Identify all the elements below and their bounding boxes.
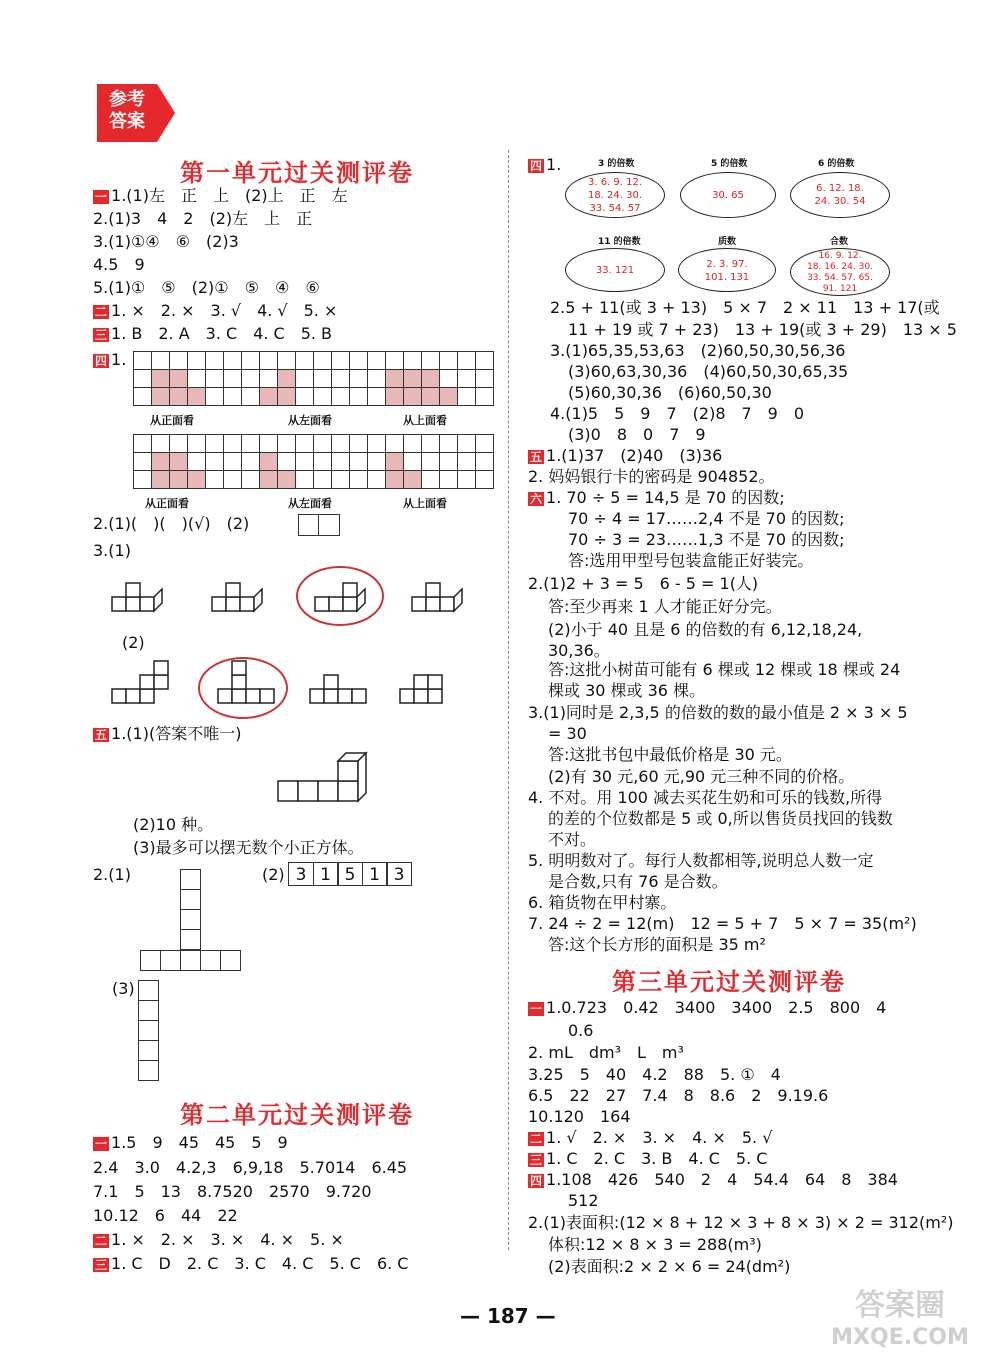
caption-front-1: 从正面看: [150, 414, 194, 427]
r-line4: (3)60,63,30,36 (4)60,50,30,65,35: [568, 362, 849, 381]
u1-line4: 4.5 9: [93, 255, 145, 274]
r-line29: 6. 箱货物在甲村寨。: [528, 893, 677, 912]
net-square: [140, 950, 161, 971]
net-square: [220, 950, 241, 971]
multiples-of-3-oval: 3. 6. 9. 12. 18. 24. 30. 33. 54. 57: [565, 172, 665, 218]
unit2-title: 第二单元过关测评卷: [180, 1101, 414, 1129]
r-line12: 70 ÷ 3 = 23……1,3 不是 70 的因数;: [568, 530, 845, 549]
oval-label: 3 的倍数: [598, 159, 635, 169]
cube-figure-h: [400, 675, 442, 703]
oval-label: 合数: [830, 237, 849, 247]
u3-l1-text: 1.0.723 0.42 3400 3400 2.5 800 4: [546, 998, 887, 1017]
r-line25: 的差的个位数都是 5 或 0,所以售货员找回的钱数: [548, 809, 893, 828]
u3-line11: 2.(1)表面积:(12 × 8 + 12 × 3 + 8 × 3) × 2 = 312(m²): [528, 1213, 954, 1232]
net-square: [200, 950, 221, 971]
u3-line9: [528, 1170, 898, 1190]
u3-l9-text: 1.108 426 540 2 4 54.4 64 8 384: [546, 1170, 898, 1189]
u1-line17: (3): [112, 979, 135, 998]
r-line22: 答:这批书包中最低价格是 30 元。: [548, 745, 792, 764]
cube-figure-e: [112, 661, 168, 703]
oval-label: 11 的倍数: [598, 237, 641, 247]
two-square-answer-b: [318, 514, 340, 536]
section-tag: 六: [530, 491, 543, 506]
u3-l7-text: 1. √ 2. × 3. × 4. × 5. √: [546, 1128, 773, 1147]
r-line5: (5)60,30,36 (6)60,50,30: [568, 383, 772, 402]
u2-line3: 7.1 5 13 8.7520 2570 9.720: [93, 1182, 372, 1201]
section-tag: 三: [95, 1257, 108, 1272]
u1-line3: 3.(1)①④ ⑥ (2)3: [93, 232, 239, 251]
net-square: [138, 980, 159, 1001]
u2-line6: [93, 1254, 408, 1274]
page-number-value: 187: [486, 1304, 529, 1328]
u1-l6-text: 1. × 2. × 3. √ 4. √ 5. ×: [111, 301, 338, 320]
r-line2: 11 + 19 或 7 + 23) 13 + 19(或 3 + 29) 13 × 5: [568, 320, 957, 339]
r-line11: 70 ÷ 4 = 17……2,4 不是 70 的因数;: [568, 509, 845, 528]
r-line18: 答:这批小树苗可能有 6 棵或 12 棵或 18 棵或 24: [548, 660, 901, 679]
selected-answer-circle-2: [198, 657, 288, 719]
net-square: [138, 1040, 159, 1061]
r-line24: 4. 不对。用 100 减去买花生奶和可乐的钱数,所得: [528, 788, 883, 807]
r-line31: 答:这个长方形的面积是 35 m²: [548, 935, 766, 954]
net-square: [180, 929, 201, 950]
u1-line13: (2)10 种。: [133, 815, 214, 834]
u1-line10: 3.(1): [93, 541, 131, 560]
column-divider: [508, 150, 509, 1250]
u3-l8-text: 1. C 2. C 3. B 4. C 5. C: [546, 1149, 768, 1168]
logo-line1: 参考: [109, 89, 145, 110]
r-line26: 不对。: [548, 830, 597, 849]
r-line10: [528, 488, 785, 508]
net-square: [138, 1020, 159, 1041]
r-line16: (2)小于 40 且是 6 的倍数的有 6,12,18,24,: [548, 620, 863, 639]
caption-left-1: 从左面看: [288, 414, 332, 427]
u3-line7: [528, 1128, 772, 1148]
u1-line12: [93, 724, 241, 744]
r-line13: 答:选用甲型号包装盒能正好装完。: [568, 551, 814, 570]
u2-line5: [93, 1230, 344, 1250]
multiples-of-11-oval: 33. 121: [565, 248, 665, 292]
u1-line16: (2): [262, 865, 285, 884]
prime-oval: 2. 3. 97. 101. 131: [678, 248, 776, 292]
u1-l1-text: 1.(1)左 正 上 (2)上 正 左: [111, 186, 348, 205]
u1-line7: [93, 324, 332, 344]
net-square: [180, 869, 201, 890]
u1-l7-text: 1. B 2. A 3. C 4. C 5. B: [111, 324, 333, 343]
net-square: [138, 1000, 159, 1021]
oval-label: 6 的倍数: [818, 159, 855, 169]
caption-top-1: 从上面看: [403, 414, 447, 427]
section-tag: 五: [530, 449, 543, 464]
section-tag: 二: [95, 1233, 108, 1248]
section-tag: 四: [530, 158, 543, 173]
section-tag: 一: [95, 189, 108, 204]
u2-line1: [93, 1133, 288, 1153]
section-tag: 三: [530, 1152, 543, 1167]
digit-cell: 5: [337, 862, 363, 886]
u3-line13: (2)表面积:2 × 2 × 6 = 24(dm²): [548, 1257, 791, 1276]
u1-line2: 2.(1)3 4 2 (2)左 上 正: [93, 209, 313, 228]
u2-l1-text: 1.5 9 45 45 5 9: [111, 1133, 288, 1152]
u1-l12-text: 1.(1)(答案不唯一): [111, 724, 242, 743]
cube-structure: [270, 745, 370, 815]
r-line8: [528, 446, 722, 466]
net-square: [180, 889, 201, 910]
u1-line14: (3)最多可以摆无数个小正方体。: [133, 838, 364, 857]
cube-figure-g: [310, 675, 366, 703]
selected-answer-circle-1: [296, 566, 384, 626]
section-tag: 二: [95, 304, 108, 319]
net-square: [160, 950, 181, 971]
u3-line2: 0.6: [568, 1021, 594, 1040]
cube-figure-a: [112, 583, 162, 611]
u3-line1: [528, 998, 886, 1018]
r-line7: (3)0 8 0 7 9: [568, 425, 706, 444]
cube-figure-d: [412, 583, 462, 611]
u3-line10: 512: [568, 1191, 599, 1210]
digit-cell: 3: [386, 862, 412, 886]
section-tag: 五: [95, 727, 108, 742]
unit3-title: 第三单元过关测评卷: [612, 968, 846, 996]
u3-line12: 体积:12 × 8 × 3 = 288(m³): [548, 1235, 762, 1254]
u1-line5: 5.(1)① ⑤ (2)① ⑤ ④ ⑥: [93, 278, 320, 297]
r-line1: 2.5 + 11(或 3 + 13) 5 × 7 2 × 11 13 + 17(或: [550, 298, 940, 317]
u1-line11: (2): [122, 633, 145, 652]
u3-line5: 6.5 22 27 7.4 8 8.6 2 9.19.6: [528, 1086, 829, 1105]
u3-line8: [528, 1149, 767, 1169]
r-line30: 7. 24 ÷ 2 = 12(m) 12 = 5 + 7 5 × 7 = 35(m²): [528, 914, 917, 933]
digit-cell: 1: [362, 862, 388, 886]
u3-line6: 10.120 164: [528, 1107, 631, 1126]
r-line15: 答:至少再来 1 人才能正好分完。: [548, 597, 782, 616]
r-l10-text: 1. 70 ÷ 5 = 14,5 是 70 的因数;: [546, 488, 785, 507]
composite-oval: 16. 9. 12. 18. 16. 24. 30. 33. 54. 57. 65. 91. 121: [790, 248, 890, 296]
r-line6: 4.(1)5 5 9 7 (2)8 7 9 0: [550, 404, 805, 423]
r-line28: 是合数,只有 76 是合数。: [548, 872, 728, 891]
caption-left-2: 从左面看: [288, 497, 332, 510]
net-square: [180, 950, 201, 971]
section-tag: 二: [530, 1131, 543, 1146]
r-line21: = 30: [548, 724, 587, 743]
section-tag: 四: [95, 353, 108, 368]
r-l8-text: 1.(1)37 (2)40 (3)36: [546, 446, 723, 465]
watermark-line2: MXQE.COM: [831, 1325, 969, 1350]
r-line20: 3.(1)同时是 2,3,5 的倍数的数的最小值是 2 × 3 × 5: [528, 703, 908, 722]
digit-cell: 1: [313, 862, 339, 886]
view-grid-2: [133, 434, 494, 489]
answer-logo: [97, 84, 157, 142]
cube-figure-b: [212, 583, 262, 611]
multiples-of-5-oval: 30. 65: [680, 172, 776, 218]
r-line17: 30,36。: [548, 641, 610, 660]
u1-line9: 2.(1)( )( )(√) (2): [93, 514, 250, 533]
caption-top-2: 从上面看: [403, 497, 447, 510]
section-tag: 三: [95, 327, 108, 342]
digit-cells: [288, 862, 411, 886]
u1-line1: [93, 186, 348, 206]
u3-line3: 2. mL dm³ L m³: [528, 1043, 684, 1062]
watermark: [810, 1290, 990, 1360]
r-line3: 3.(1)65,35,53,63 (2)60,50,30,56,36: [550, 341, 846, 360]
u1-line6: [93, 301, 337, 321]
u2-l6-text: 1. C D 2. C 3. C 4. C 5. C 6. C: [111, 1254, 409, 1273]
u1-l8-text: 1.: [111, 350, 127, 369]
section-tag: 四: [530, 1173, 543, 1188]
r-q1-text: 1.: [546, 155, 562, 174]
r-line27: 5. 明明数对了。每行人数都相等,说明总人数一定: [528, 851, 874, 870]
watermark-line1: 答案圈: [855, 1288, 945, 1323]
view-grid-1: [133, 351, 494, 406]
section-tag: 一: [95, 1136, 108, 1151]
net-square: [180, 909, 201, 930]
u1-line15: 2.(1): [93, 865, 131, 884]
unit1-title: 第一单元过关测评卷: [180, 159, 414, 187]
u2-l5-text: 1. × 2. × 3. × 4. × 5. ×: [111, 1230, 344, 1249]
r-line9: 2. 妈妈银行卡的密码是 904852。: [528, 467, 775, 486]
digit-cell: 3: [288, 862, 314, 886]
caption-front-2: 从正面看: [145, 497, 189, 510]
multiples-of-6-oval: 6. 12. 18. 24. 30. 54: [790, 172, 890, 218]
oval-label: 质数: [718, 237, 737, 247]
r-q1: [528, 155, 561, 175]
r-line14: 2.(1)2 + 3 = 5 6 - 5 = 1(人): [528, 574, 759, 593]
u3-line4: 3.25 5 40 4.2 88 5. ① 4: [528, 1065, 781, 1084]
r-line19: 棵或 30 棵或 36 棵。: [548, 681, 706, 700]
logo-line2: 答案: [109, 111, 145, 132]
u2-line2: 2.4 3.0 4.2,3 6,9,18 5.7014 6.45: [93, 1158, 408, 1177]
net-square: [138, 1060, 159, 1081]
r-line23: (2)有 30 元,60 元,90 元三种不同的价格。: [548, 767, 855, 786]
page-number: — 187 —: [460, 1304, 556, 1328]
oval-label: 5 的倍数: [711, 159, 748, 169]
u1-line8: [93, 350, 126, 370]
cube-figures-row2: [100, 655, 500, 725]
u2-line4: 10.12 6 44 22: [93, 1206, 238, 1225]
section-tag: 一: [530, 1001, 543, 1016]
